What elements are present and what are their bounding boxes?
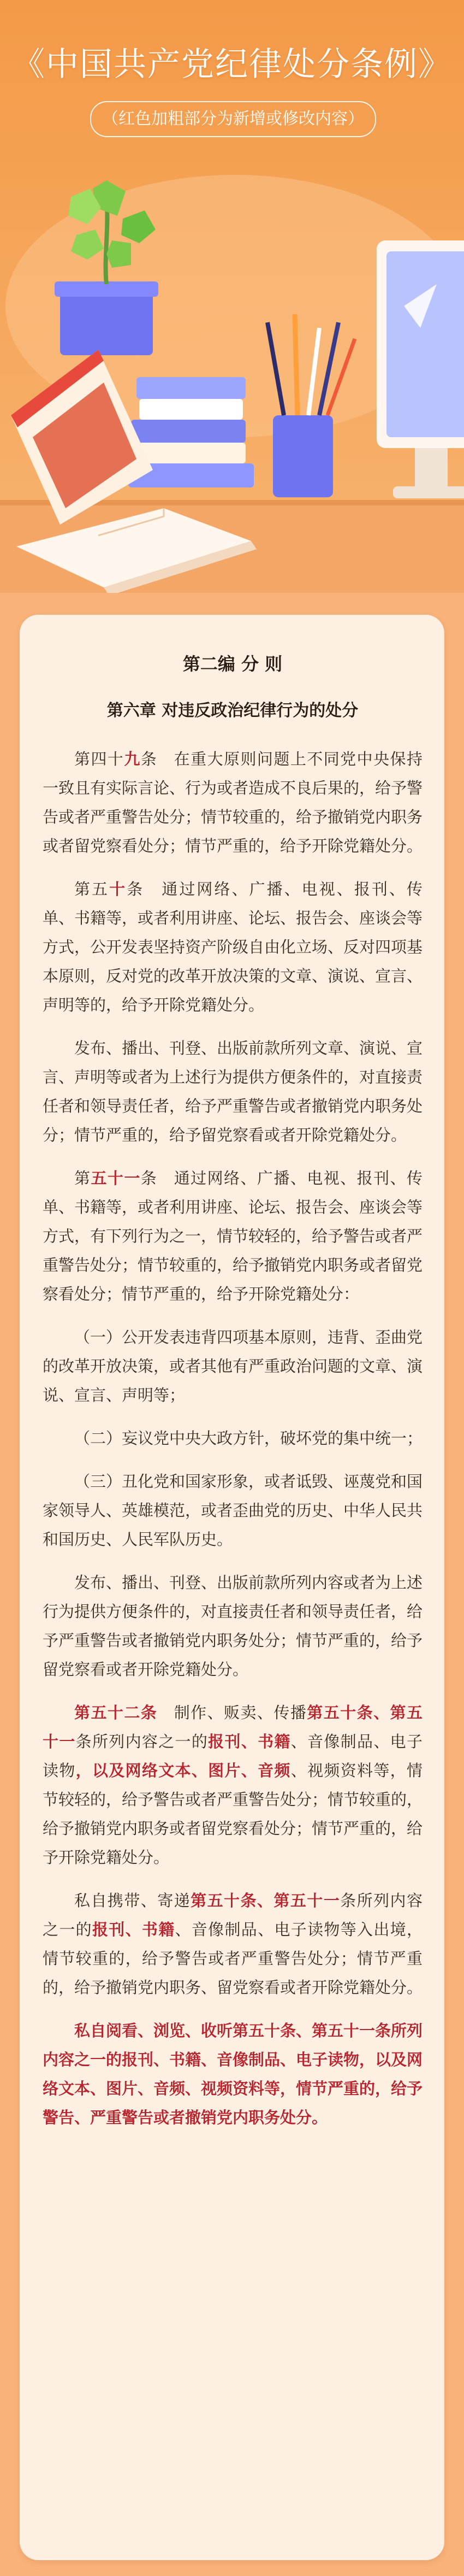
body-text: 第 <box>74 1169 91 1187</box>
body-text: 发布、播出、刊登、出版前款所列内容或者为上述行为提供方便条件的，对直接责任者和领导责任者，给予严重警告或者撤销党内职务处分；情节严重的，给予留党察看或者开除党籍处分。 <box>43 1573 423 1679</box>
body-text: 、音像制品、电子读物等入出境，情节较重的，给予警告或者严重警告处分；情节严重的，给予撤销党内职务、留党察看或者开除党籍处分。 <box>43 1920 423 1997</box>
highlighted-text: 九 <box>124 750 141 768</box>
body-text: 条所列内容之一的 <box>43 1891 423 1939</box>
article-paragraph-p50b <box>43 1034 423 1150</box>
body-text: 条 通过网络、广播、电视、报刊、传单、书籍等，或者利用讲座、论坛、报告会、座谈会等方式，公开发表坚持资产阶级自由化立场、反对四项基本原则，反对党的改革开放决策的文章、演说、宣言、声明等的，给予开除党籍处分。 <box>43 880 423 1014</box>
article-paragraph-p49 <box>43 745 423 861</box>
highlighted-text: 五十一 <box>91 1169 141 1187</box>
body-text: 条所列内容之一的 <box>75 1732 209 1751</box>
article-body <box>43 648 423 2146</box>
article-paragraph-p50 <box>43 875 423 1020</box>
body-text: 、音像制品、电子读物 <box>43 1732 423 1780</box>
highlighted-text: ，以及网络文本、图片、音频 <box>75 1761 291 1780</box>
highlighted-text: 报刊、书籍 <box>92 1920 175 1939</box>
highlighted-text: 第五十二条 <box>74 1703 158 1722</box>
article-paragraph-p51 <box>43 1164 423 1309</box>
page-title: 《中国共产党纪律处分条例》 <box>12 45 452 84</box>
body-text: 第四十 <box>74 750 124 768</box>
article-paragraph-p52c <box>43 2016 423 2132</box>
article-paragraph-p52b <box>43 1886 423 2002</box>
chapter-heading: 第六章 对违反政治纪律行为的处分 <box>106 701 359 720</box>
desk-illustration <box>0 0 464 596</box>
body-text: 条 通过网络、广播、电视、报刊、传单、书籍等，或者利用讲座、论坛、报告会、座谈会等方式，有下列行为之一，情节较轻的，给予警告或者严重警告处分；情节较重的，给予撤销党内职务或者留党察看处分；情节严重的，给予开除党籍处分： <box>43 1169 423 1303</box>
body-text: 私自携带、寄递 <box>74 1891 191 1910</box>
highlighted-text: 私自阅看、浏览、收听第五十条、第五十一条所列内容之一的报刊、书籍、音像制品、电子读物，以及网络文本、图片、音频、视频资料等，情节严重的，给予警告、严重警告或者撤销党内职务处分。 <box>43 2021 423 2127</box>
body-text: （一）公开发表违背四项基本原则，违背、歪曲党的改革开放决策，或者其他有严重政治问题的文章、演说、宣言、声明等； <box>43 1328 423 1404</box>
article-paragraph-p52 <box>43 1698 423 1872</box>
highlighted-text: 第五十条、第五十一 <box>43 1703 423 1751</box>
article-paragraph-p51-2 <box>43 1424 423 1453</box>
body-text: 条 在重大原则问题上不同党中央保持一致且有实际言论、行为或者造成不良后果的，给予警告或者严重警告处分；情节较重的，给予撤销党内职务或者留党察看处分；情节严重的，给予开除党籍处分。 <box>43 750 423 855</box>
part-heading: 第二编 分 则 <box>182 654 283 674</box>
body-text: 发布、播出、刊登、出版前款所列文章、演说、宣言、声明等或者为上述行为提供方便条件的，对直接责任者和领导责任者，给予严重警告或者撤销党内职务处分；情节严重的，给予留党察看或者开除党籍处分。 <box>43 1039 423 1144</box>
body-text: （二）妄议党中央大政方针，破坏党的集中统一； <box>74 1429 423 1448</box>
highlighted-text: 十 <box>109 880 127 898</box>
body-text: 制作、贩卖、传播 <box>157 1703 307 1722</box>
body-text: 第五 <box>74 880 110 898</box>
paragraph-list <box>43 745 423 2132</box>
article-paragraph-p51b <box>43 1568 423 1684</box>
article-paragraph-p51-1 <box>43 1323 423 1410</box>
article-paragraph-p51-3 <box>43 1467 423 1554</box>
highlighted-text: 第五十条、第五十一 <box>191 1891 341 1910</box>
body-text: 、视频资料等，情节较轻的，给予警告或者严重警告处分；情节较重的，给予撤销党内职务或者留党察看处分；情节严重的，给予开除党籍处分。 <box>43 1761 423 1867</box>
highlighted-text: 报刊、书籍 <box>208 1732 291 1751</box>
legend-note: （红色加粗部分为新增或修改内容） <box>90 101 376 137</box>
body-text: （三）丑化党和国家形象，或者诋毁、诬蔑党和国家领导人、英雄模范，或者歪曲党的历史、中华人民共和国历史、人民军队历史。 <box>43 1472 423 1549</box>
monitor-icon <box>377 240 464 498</box>
hero-banner <box>0 0 464 596</box>
